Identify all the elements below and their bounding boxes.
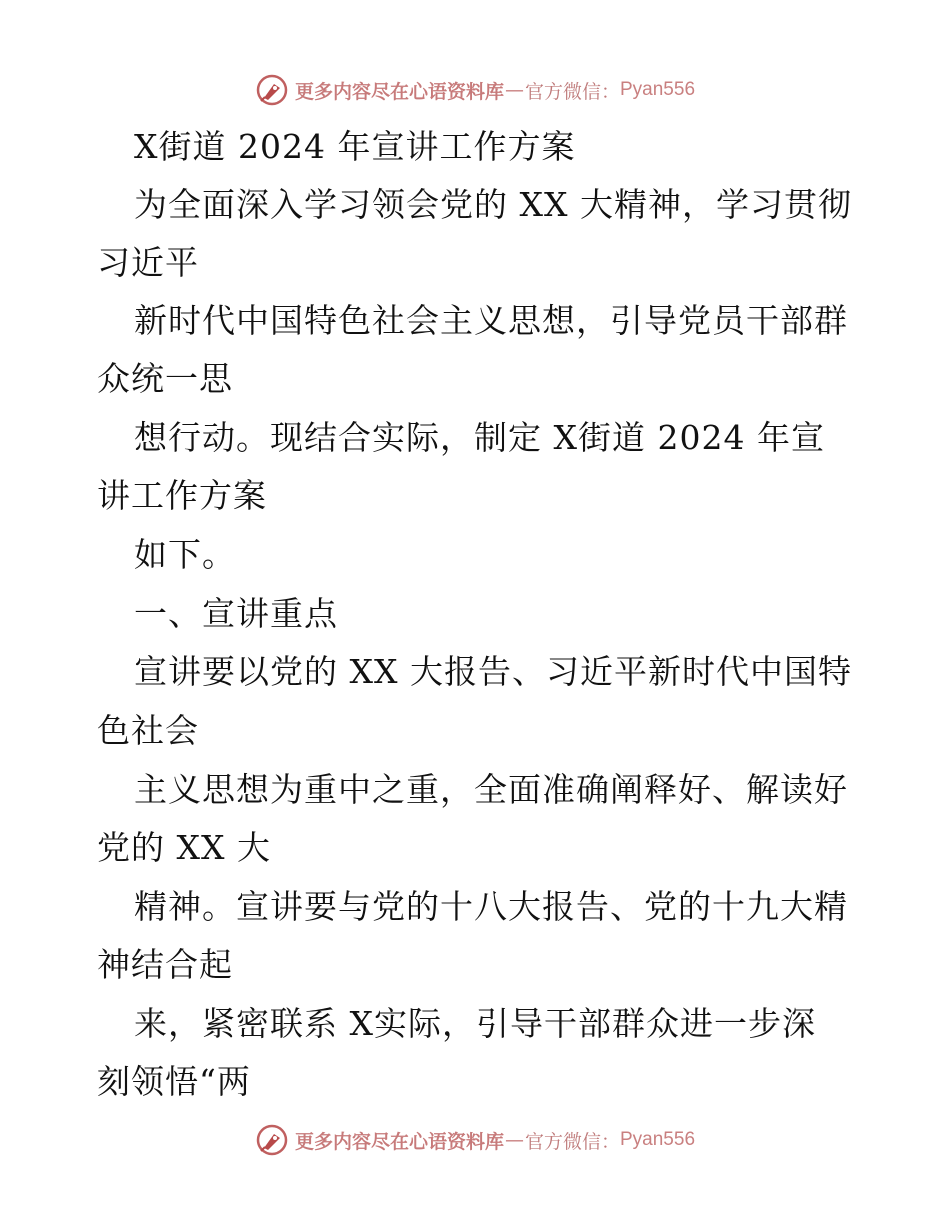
- paragraph-line: 为全面深入学习领会党的 XX 大精神，学习贯彻: [134, 185, 852, 224]
- paragraph-line: 刻领悟“两: [97, 1062, 251, 1101]
- watermark-dash: —: [504, 79, 524, 101]
- watermark-wechat-id: Pyan556: [620, 1129, 696, 1150]
- pen-nib-circle-icon: [255, 73, 289, 107]
- paragraph-line: 习近平: [97, 243, 199, 282]
- pen-nib-circle-icon: [255, 1123, 289, 1157]
- paragraph-line: 新时代中国特色社会主义思想，引导党员干部群: [134, 301, 848, 340]
- watermark-site-text: 更多内容尽在心语资料库: [294, 1130, 504, 1153]
- watermark-footer: [0, 1120, 950, 1160]
- paragraph-line: 党的 XX 大: [97, 828, 271, 867]
- paragraph-line: 色社会: [97, 711, 199, 750]
- watermark-wechat-id: Pyan556: [620, 79, 696, 100]
- paragraph-line: 讲工作方案: [97, 476, 267, 515]
- paragraph-line: 神结合起: [97, 945, 233, 984]
- watermark-dash: —: [504, 1129, 524, 1151]
- watermark-site-text: 更多内容尽在心语资料库: [294, 80, 504, 103]
- paragraph-line: 精神。宣讲要与党的十八大报告、党的十九大精: [134, 887, 848, 926]
- paragraph-line: 宣讲要以党的 XX 大报告、习近平新时代中国特: [134, 652, 852, 691]
- section-heading: 一、宣讲重点: [134, 594, 338, 633]
- watermark-wechat-label: 官方微信：: [524, 80, 620, 103]
- paragraph-line: 如下。: [134, 535, 236, 574]
- watermark-wechat-label: 官方微信：: [524, 1130, 620, 1153]
- watermark-header: [0, 70, 950, 110]
- paragraph-line: 来，紧密联系 X实际，引导干部群众进一步深: [134, 1004, 816, 1043]
- document-title: X街道 2024 年宣讲工作方案: [134, 127, 576, 166]
- paragraph-line: 主义思想为重中之重，全面准确阐释好、解读好: [134, 770, 848, 809]
- paragraph-line: 想行动。现结合实际，制定 X街道 2024 年宣: [134, 418, 825, 457]
- paragraph-line: 众统一思: [97, 359, 233, 398]
